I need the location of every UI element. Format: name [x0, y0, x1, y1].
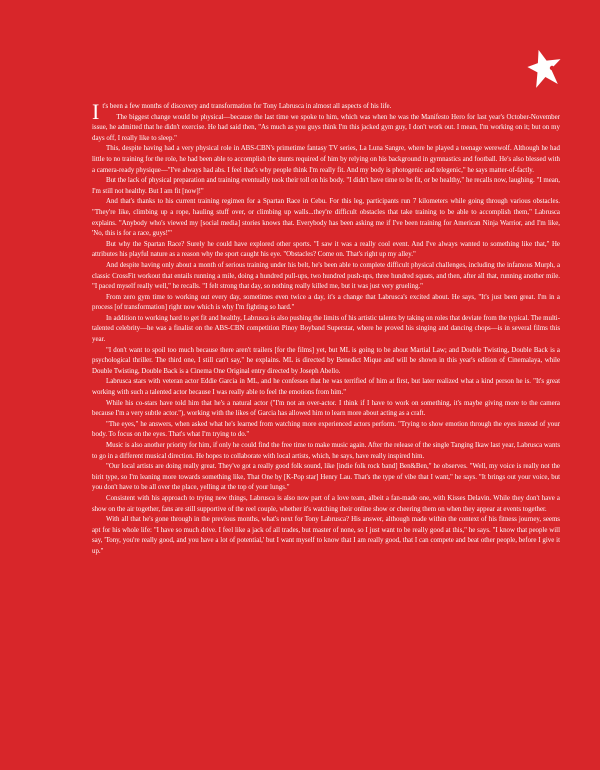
- article-paragraph: And despite having only about a month of serious training under his belt, he's been able to complete difficult physical challenges, including the infamous Murph, a classic CrossFit workout that entails running a mile, doing a hundred pull-ups, two hundred push-ups, three hundred squats, and then, after all that, running another mile. "I paced myself really well," he recalls. "I felt strong that day, so nothing really killed me, but it was just very grueling.": [92, 261, 560, 291]
- article-paragraph: "I don't want to spoil too much because there aren't trailers [for the films] yet, but ML is going to be about Martial Law; and Double Twisting, Double Back is a psychological thriller. The third one, I still can't say," he explains. ML is directed by Benedict Mique and will be shown in this year's edition of Cinemalaya, while Double Twisting, Double Back is a Cinema One Original entry directed by Joseph Abello.: [92, 346, 560, 375]
- article-paragraph: With all that he's gone through in the previous months, what's next for Tony Labrusca? His answer, although made within the context of his fitness journey, seems apt for his whole life: "I have so much drive. I feel like a jack of all trades, but master of none, so I just want to be really good at this," he says. "I know that people will say, 'Tony, you're really good, and you have a lot of potential,' but I want myself to know that I am really good, that I can compete and beat other people, before I give it up.": [92, 516, 560, 555]
- article-paragraph: "Our local artists are doing really great. They've got a really good folk sound, like [indie folk rock band] Ben&Ben," he observes. "Well, my voice is really not the birit type, so I'm leaning more towards something like, That One by [K-Pop star] Henry Lau. That's the type of vibe that I want," he says. "It brings out your voice, but you don't have to be all over the place, yelling at the top of your lungs.": [92, 463, 560, 492]
- article-paragraph: This, despite having had a very physical role in ABS-CBN's primetime fantasy TV series, La Luna Sangre, where he played a teenage werewolf. Although he had little to no training for the role, he had been able to accomplish the stunts required of him by relying on his background in gymnastics and football. He's also blessed with a camera-ready physique—"I've always had abs. I feel that's why people think I'm really fit. And my body is photogenic and telegenic," he says matter-of-factly.: [92, 145, 560, 174]
- article-paragraph: The biggest change would be physical—because the last time we spoke to him, which was when he was the Manifesto Hero for last year's October-November issue, he admitted that he didn't exercise. He had said then, "As much as you guys think I'm this jacked gym guy, I don't work out. I mean, I'm working on it; but on my days off, I really like to sleep.": [92, 113, 560, 142]
- star-logo-icon: [522, 46, 568, 92]
- article-paragraph: Music is also another priority for him, if only he could find the free time to make music again. After the release of the single Tanging Ikaw last year, Labrusca wants to go in a different musical direction. He hopes to collaborate with local artists, which, he says, have really inspired him.: [92, 442, 560, 460]
- article-paragraph: It's been a few months of discovery and transformation for Tony Labrusca in almost all aspects of his life.: [92, 99, 392, 124]
- article-paragraph: While his co-stars have told him that he's a natural actor ("I'm not an over-actor. I think if I have to work on something, it's maybe giving more to the camera because I'm a very subtle actor."), working with the likes of Garcia has allowed him to learn more about acting as a craft.: [92, 399, 560, 418]
- article-paragraph: But the lack of physical preparation and training eventually took their toll on his body. "I didn't have time to be fit, or be healthy," he recalls now, laughing. "I mean, I'm still not healthy. But I am fit [now]!": [92, 177, 560, 195]
- article-paragraph: "The eyes," he answers, when asked what he's learned from watching more experienced actors perform. "Trying to show emotion through the eyes instead of your body. To focus on the eyes. That's what I'm trying to do.": [92, 420, 560, 439]
- article-body: [92, 99, 560, 558]
- article-paragraph: Labrusca stars with veteran actor Eddie Garcia in ML, and he confesses that he was terrified of him at first, but later realized what a kind person he is. "It's great working with such a talented actor because I was really able to feel the emotions from him.": [92, 378, 560, 397]
- article-paragraph: And that's thanks to his current training regimen for a Spartan Race in Cebu. For this leg, participants run 7 kilometers while going through various obstacles. "They're like, climbing up a rope, hauling stuff over, or climbing up walls...they're difficult obstacles that take training to be able to accomplish them," Labrusca explains. "Anybody who's viewed my [social media] stories knows that. Everybody has been asking me if I've been training for American Ninja Warrior, and I'm like, 'No, this is for a race, guys!'": [92, 198, 560, 238]
- article-paragraph: From zero gym time to working out every day, sometimes even twice a day, it's a change that Labrusca's excited about. He says, "It's just been great. I'm in a process [of transformation] right now which is why I'm fighting so hard.": [92, 293, 560, 312]
- drop-cap: I: [92, 99, 100, 124]
- article-paragraph: But why the Spartan Race? Surely he could have explored other sports. "I saw it was a really cool event. And I've always wanted to something like that," He attributes his playful nature as a reason why the sport caught his eye. "Obstacles? Come on. That's right up my alley.": [92, 240, 560, 259]
- article-paragraph: In addition to working hard to get fit and healthy, Labrusca is also pushing the limits of his artistic talents by taking on roles that deviate from the typical. The multi-talented celebrity—he was a finalist on the ABS-CBN competition Pinoy Boyband Superstar, where he proved his singing and dancing chops—is in several films this year.: [92, 314, 560, 344]
- article-paragraph: Consistent with his approach to trying new things, Labrusca is also now part of a love team, albeit a fan-made one, with Kisses Delavin. While they don't have a show on the air together, fans are still supportive of the reel couple, whether it's watching their online show or cheering them on when they appear at events together.: [92, 494, 560, 513]
